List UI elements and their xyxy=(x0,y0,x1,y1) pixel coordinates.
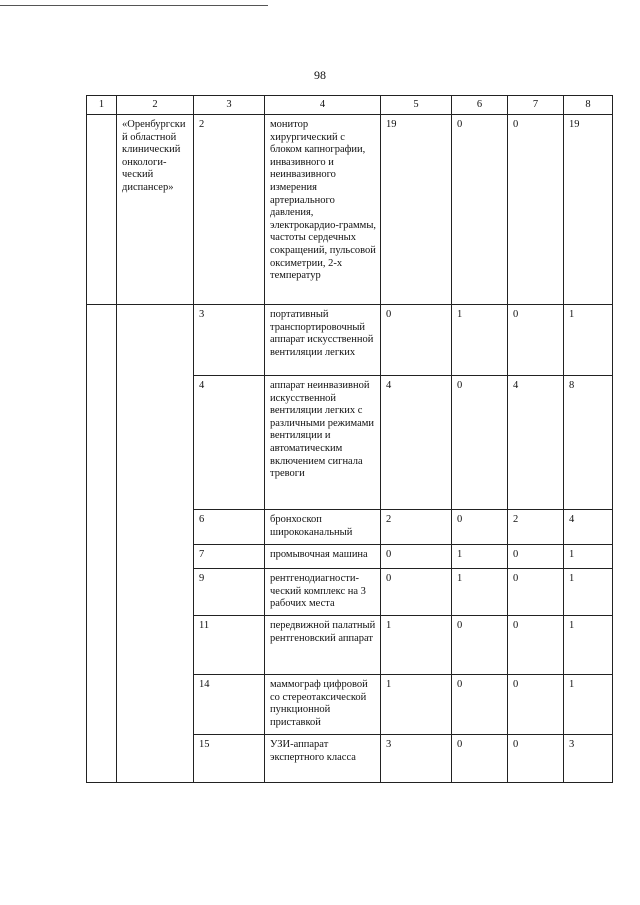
item-number: 15 xyxy=(194,735,265,783)
value-col-6: 0 xyxy=(452,675,508,735)
value-col-5: 2 xyxy=(381,510,452,545)
organization-cell-empty xyxy=(117,305,194,783)
value-col-5: 1 xyxy=(381,616,452,675)
value-col-7: 0 xyxy=(508,305,564,376)
table-header-row xyxy=(87,96,613,115)
page-number: 98 xyxy=(314,68,326,82)
header-cell-7: 7 xyxy=(508,96,564,115)
value-col-7: 0 xyxy=(508,675,564,735)
header-cell-5: 5 xyxy=(381,96,452,115)
header-cell-1: 1 xyxy=(87,96,117,115)
item-number: 7 xyxy=(194,545,265,569)
header-cell-8: 8 xyxy=(564,96,613,115)
equipment-name: маммограф цифровой со стереотаксической пункционной приставкой xyxy=(265,675,381,735)
equipment-name: УЗИ-аппарат экспертного класса xyxy=(265,735,381,783)
item-number: 11 xyxy=(194,616,265,675)
equipment-name: портативный транспортировочный аппарат искусственной вентиляции легких xyxy=(265,305,381,376)
value-col-8: 1 xyxy=(564,545,613,569)
value-col-5: 19 xyxy=(381,115,452,305)
value-col-6: 0 xyxy=(452,115,508,305)
row-index-cell xyxy=(87,115,117,305)
equipment-name: монитор хирургический с блоком капнографии, инвазивного и неинвазивного измерения артериального давления, электрокардио-граммы, частоты сердечных сокращений, пульсовой оксиметрии, 2-х температур xyxy=(265,115,381,305)
value-col-5: 0 xyxy=(381,545,452,569)
equipment-name: рентгенодиагности-ческий комплекс на 3 рабочих места xyxy=(265,569,381,616)
value-col-5: 0 xyxy=(381,569,452,616)
header-cell-3: 3 xyxy=(194,96,265,115)
table-row xyxy=(87,305,613,376)
value-col-8: 8 xyxy=(564,376,613,510)
row-index-cell xyxy=(87,305,117,783)
item-number: 6 xyxy=(194,510,265,545)
value-col-7: 0 xyxy=(508,616,564,675)
value-col-7: 2 xyxy=(508,510,564,545)
value-col-7: 4 xyxy=(508,376,564,510)
value-col-5: 4 xyxy=(381,376,452,510)
value-col-6: 1 xyxy=(452,569,508,616)
value-col-6: 0 xyxy=(452,510,508,545)
equipment-table xyxy=(86,95,613,783)
header-cell-4: 4 xyxy=(265,96,381,115)
value-col-6: 0 xyxy=(452,616,508,675)
value-col-6: 0 xyxy=(452,376,508,510)
value-col-6: 1 xyxy=(452,305,508,376)
equipment-name: промывочная машина xyxy=(265,545,381,569)
value-col-5: 1 xyxy=(381,675,452,735)
value-col-6: 1 xyxy=(452,545,508,569)
equipment-name: аппарат неинвазивной искусственной вентиляции легких с различными режимами вентиляции и автоматическим включением сигнала тревоги xyxy=(265,376,381,510)
value-col-8: 4 xyxy=(564,510,613,545)
item-number: 4 xyxy=(194,376,265,510)
value-col-8: 1 xyxy=(564,569,613,616)
value-col-8: 3 xyxy=(564,735,613,783)
value-col-8: 1 xyxy=(564,616,613,675)
value-col-7: 0 xyxy=(508,735,564,783)
item-number: 9 xyxy=(194,569,265,616)
value-col-6: 0 xyxy=(452,735,508,783)
header-cell-2: 2 xyxy=(117,96,194,115)
organization-name: «Оренбургский областной клинический онкологи-ческий диспансер» xyxy=(117,115,194,305)
value-col-8: 1 xyxy=(564,675,613,735)
value-col-8: 1 xyxy=(564,305,613,376)
value-col-7: 0 xyxy=(508,115,564,305)
value-col-5: 3 xyxy=(381,735,452,783)
equipment-name: бронхоскоп ширококанальный xyxy=(265,510,381,545)
value-col-8: 19 xyxy=(564,115,613,305)
item-number: 14 xyxy=(194,675,265,735)
value-col-7: 0 xyxy=(508,569,564,616)
value-col-7: 0 xyxy=(508,545,564,569)
table-row xyxy=(87,115,613,305)
value-col-5: 0 xyxy=(381,305,452,376)
item-number: 3 xyxy=(194,305,265,376)
scan-edge-line xyxy=(0,5,268,6)
item-number: 2 xyxy=(194,115,265,305)
equipment-name: передвижной палатный рентгеновский аппарат xyxy=(265,616,381,675)
header-cell-6: 6 xyxy=(452,96,508,115)
